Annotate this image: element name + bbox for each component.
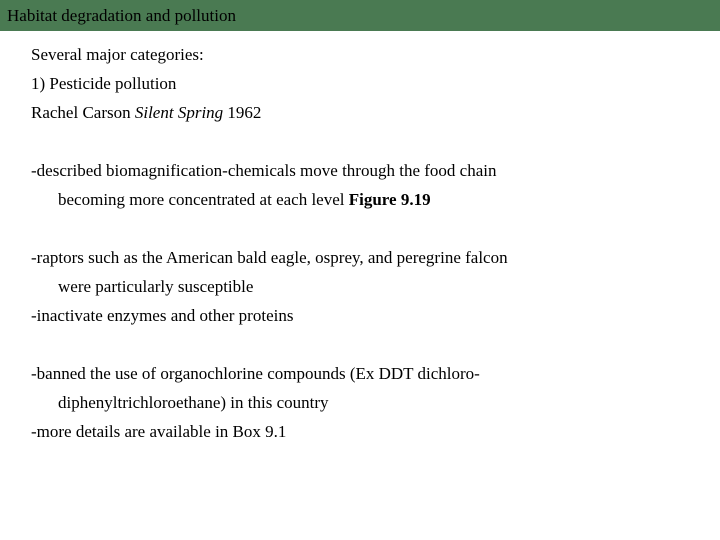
enzymes-line: -inactivate enzymes and other proteins <box>31 306 294 325</box>
list-item-pesticide: 1) Pesticide pollution <box>31 74 177 93</box>
figure-reference: Figure 9.19 <box>348 190 431 209</box>
title-bar <box>0 0 720 31</box>
banned-line-1: -banned the use of organochlorine compounds (Ex DDT dichloro- <box>31 364 480 383</box>
banned-line-2: diphenyltrichloroethane) in this country <box>58 393 329 412</box>
carson-year: 1962 <box>223 103 262 122</box>
book-title: Silent Spring <box>134 103 224 122</box>
raptors-line-2: were particularly susceptible <box>58 277 254 296</box>
spacer <box>31 214 691 243</box>
biomagnification-text: becoming more concentrated at each level <box>58 190 349 209</box>
slide-title: Habitat degradation and pollution <box>7 6 236 25</box>
biomagnification-line-2 <box>31 185 691 214</box>
carson-prefix: Rachel Carson <box>31 103 135 122</box>
raptors-line-1: -raptors such as the American bald eagle, osprey, and peregrine falcon <box>31 248 508 267</box>
spacer <box>31 127 691 156</box>
biomagnification-line-1: -described biomagnification-chemicals move through the food chain <box>31 161 497 180</box>
slide-body <box>31 40 691 446</box>
details-line: -more details are available in Box 9.1 <box>31 422 287 441</box>
carson-line <box>31 98 691 127</box>
intro-text: Several major categories: <box>31 45 204 64</box>
spacer <box>31 330 691 359</box>
